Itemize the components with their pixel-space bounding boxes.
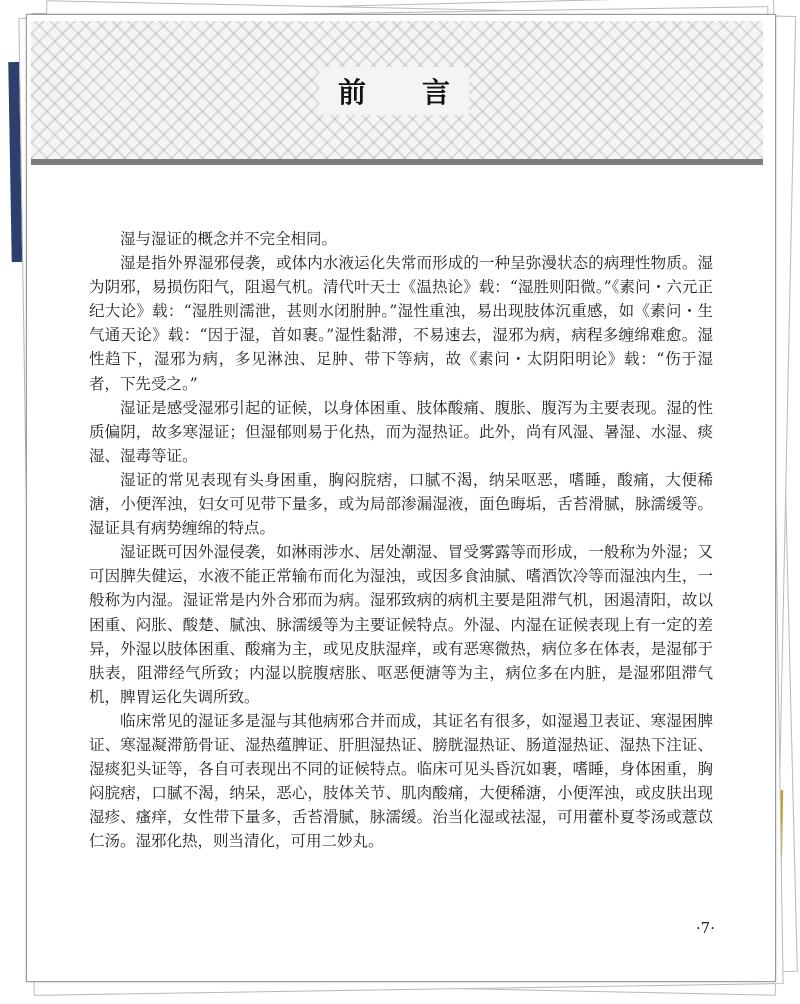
paragraph: 湿是指外界湿邪侵袭，或体内水液运化失常而形成的一种呈弥漫状态的病理性物质。湿为阴邪，易损伤阳气，阻遏气机。清代叶天士《温热论》载：“湿胜则阳微。”《素问・六元正纪大论》载：“湿胜则濡泄，甚则水闭胕肿。”湿性重浊，易出现肢体沉重感，如《素问・生气通天论》载：“因于湿，首如裹。”湿性黏滞，不易速去，湿邪为病，病程多缠绵难愈。湿性趋下，湿邪为病，多见淋浊、足肿、带下等病，故《素问・太阴阳明论》载：“伤于湿者，下先受之。” <box>89 254 713 393</box>
paragraph: 湿证是感受湿邪引起的证候，以身体困重、肢体酸痛、腹胀、腹泻为主要表现。湿的性质偏阴，故多寒湿证；但湿郁则易于化热，而为湿热证。此外，尚有风湿、暑湿、水湿、痰湿、湿毒等证。 <box>89 398 713 465</box>
paragraph: 湿证的常见表现有头身困重，胸闷脘痞，口腻不渴，纳呆呕恶，嗜睡，酸痛，大便稀溏，小便浑浊，妇女可见带下量多，或为局部渗漏湿液，面色晦垢，舌苔滑腻，脉濡缓等。湿证具有病势缠绵的特点。 <box>89 470 713 538</box>
document-page <box>26 14 776 982</box>
title-plate <box>319 67 506 115</box>
paragraph: 湿与湿证的概念并不完全相同。 <box>120 230 338 248</box>
page-title: 前言 <box>337 76 506 109</box>
body-text <box>89 227 713 853</box>
paragraph: 湿证既可因外湿侵袭，如淋雨涉水、居处潮湿、冒受雾露等而形成，一般称为外湿；又可因脾失健运，水液不能正常输布而化为湿浊，或因多食油腻、嗜酒饮冷等而湿浊内生，一般称为内湿。湿证常是内外合邪而为病。湿邪致病的病机主要是阻滞气机，困遏清阳，故以困重、闷胀、酸楚、腻浊、脉濡缓等为主要证候特点。外湿、内湿在证候表现上有一定的差异，外湿以肢体困重、酸痛为主，或见皮肤湿痒，或有恶寒微热，病位多在体表，是湿郁于肤表，阻滞经气所致；内湿以脘腹痞胀、呕恶便溏等为主，病位多在内脏，是湿邪阻滞气机，脾胃运化失调所致。 <box>89 543 713 706</box>
page-number: ·7· <box>695 919 715 937</box>
paragraph: 临床常见的湿证多是湿与其他病邪合并而成，其证名有很多，如湿遏卫表证、寒湿困脾证、寒湿凝滞筋骨证、湿热蕴脾证、肝胆湿热证、膀胱湿热证、肠道湿热证、湿热下注证、湿痰犯头证等，各自可表现出不同的证候特点。临床可见头昏沉如裹，嗜睡，身体困重，胸闷脘痞，口腻不渴，纳呆，恶心，肢体关节、肌肉酸痛，大便稀溏，小便浑浊，或皮肤出现湿疹、瘙痒，女性带下量多，舌苔滑腻，脉濡缓。治当化湿或祛湿，可用藿朴夏苓汤或薏苡仁汤。湿邪化热，则当清化，可用二妙丸。 <box>89 711 713 851</box>
header-banner <box>31 21 763 165</box>
